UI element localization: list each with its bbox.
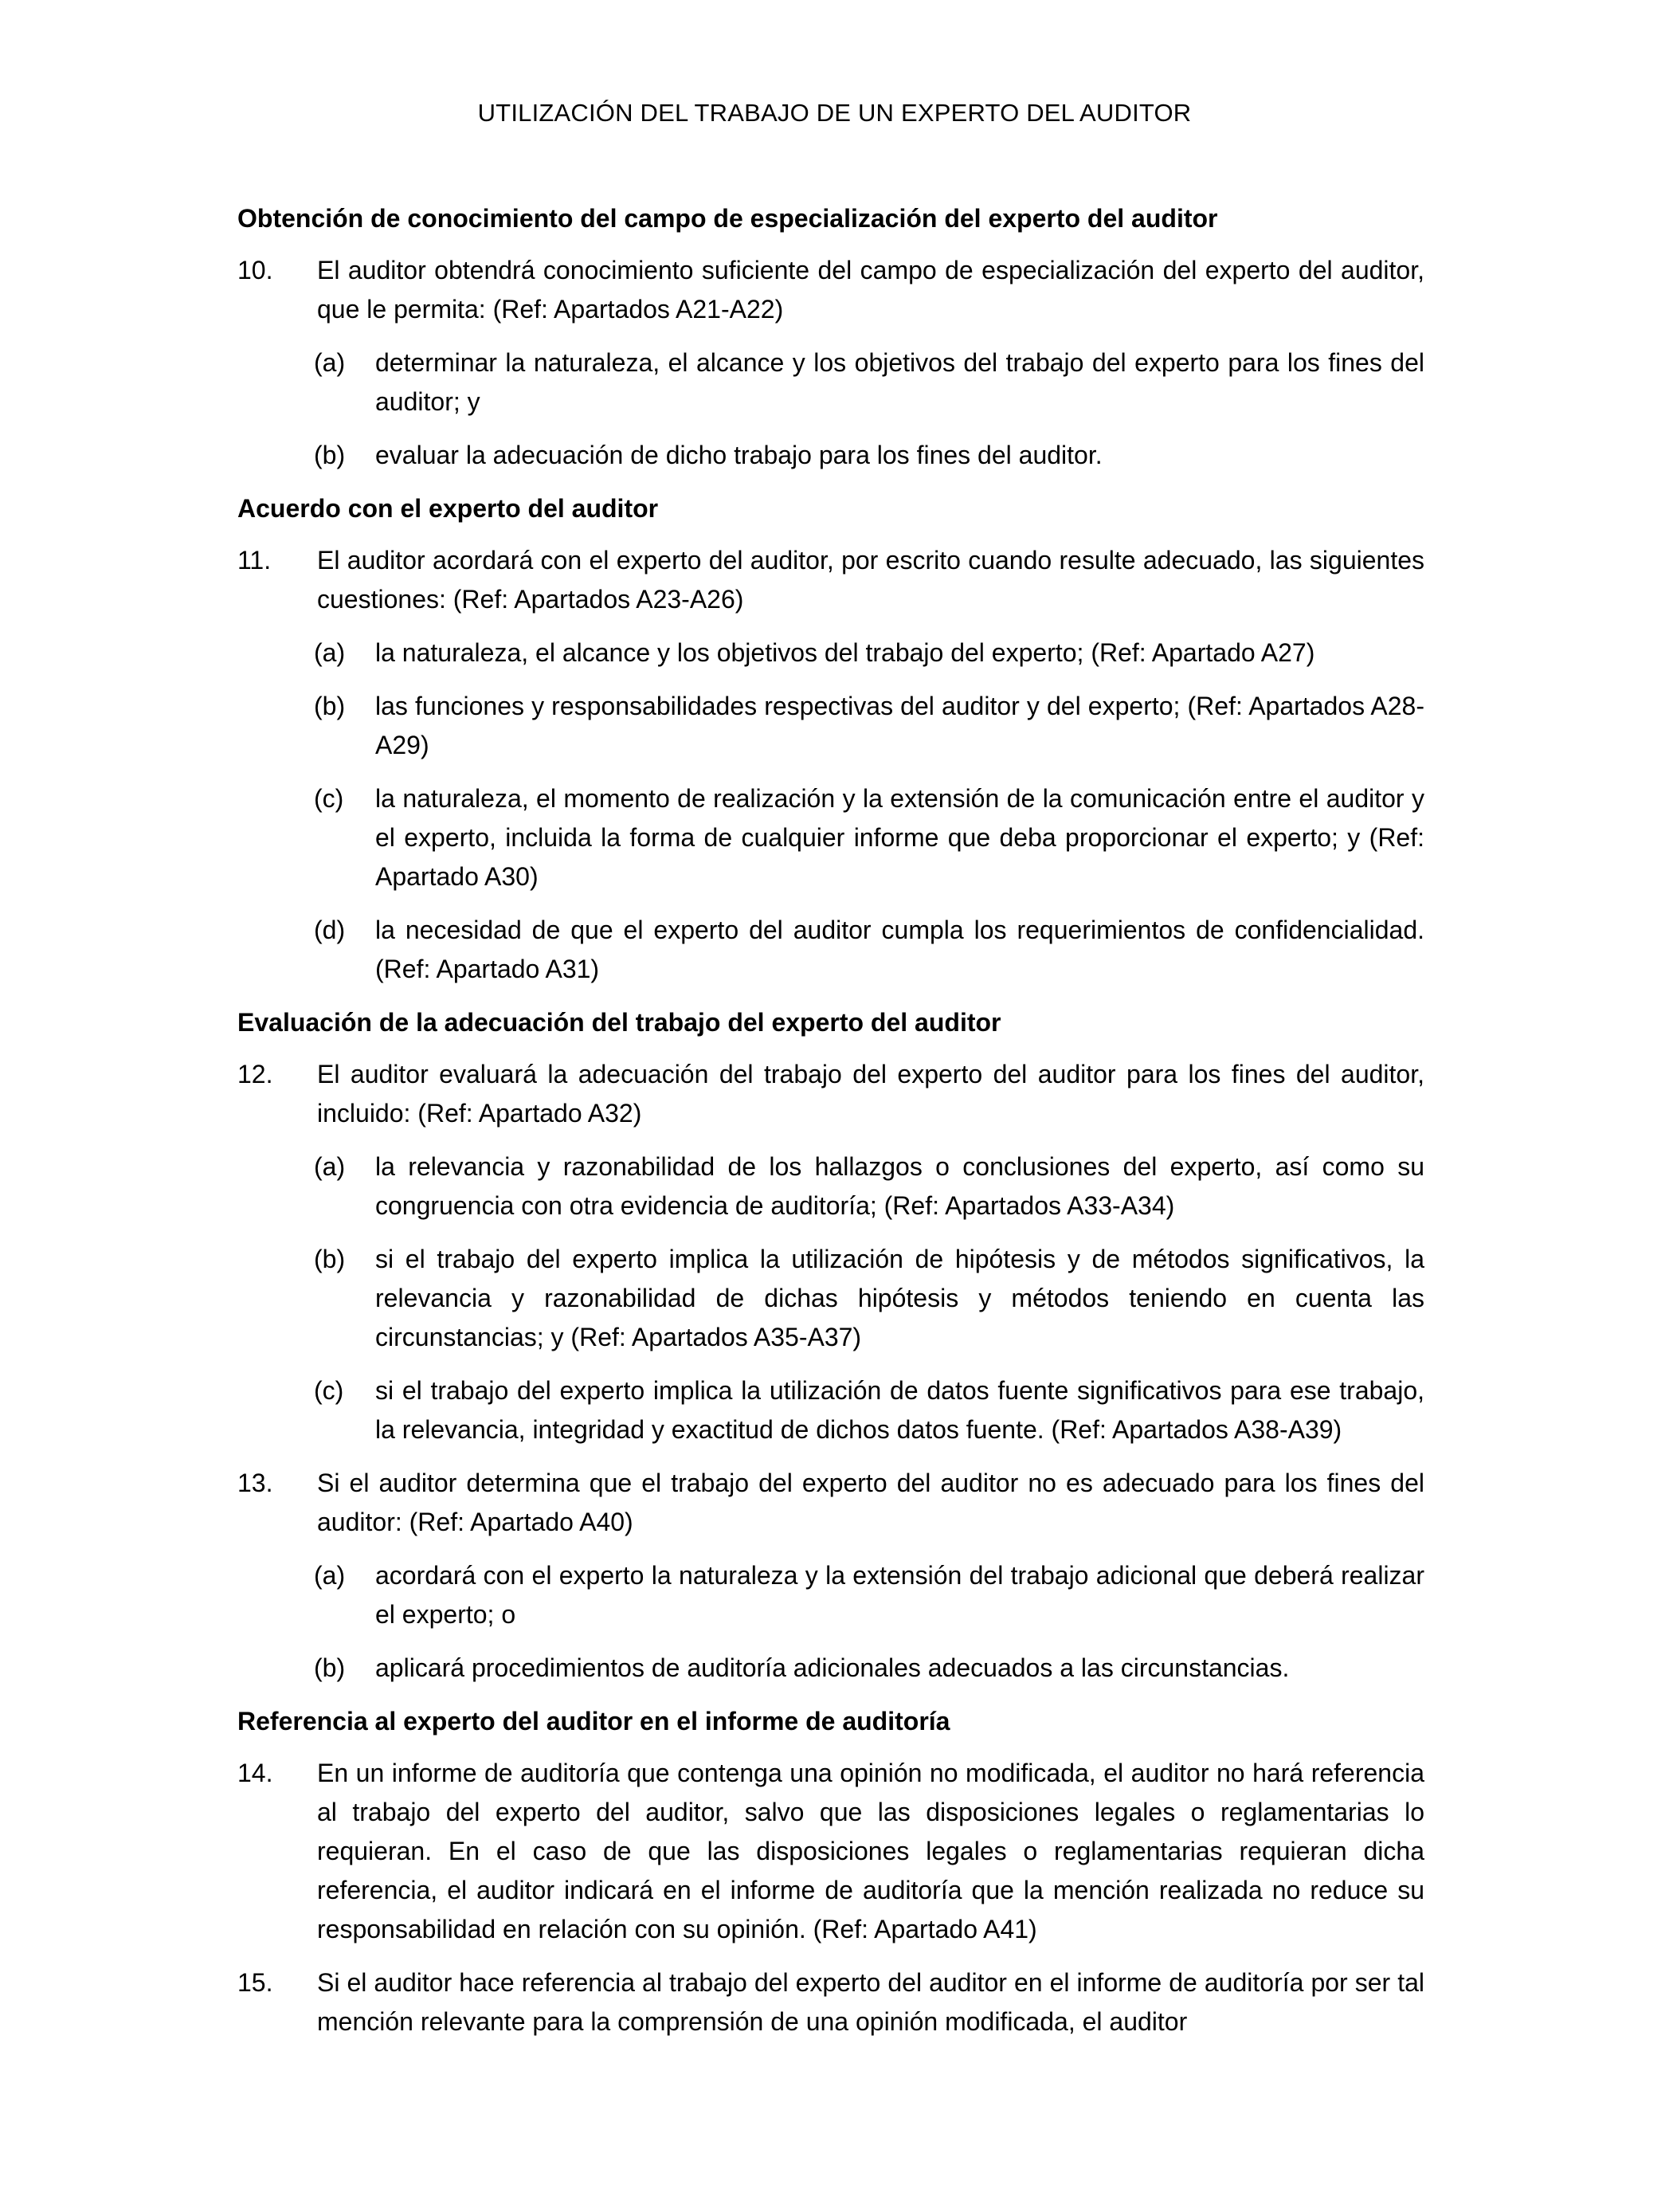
list-item-label: (c) [314, 784, 344, 813]
list-item-text: si el trabajo del experto implica la utilización de hipótesis y de métodos significativos, la relevancia y razonabilidad de dichas hipótesis y métodos teniendo en cuenta las circunstancias; y (Ref: Apartados A35-A37) [375, 1245, 1424, 1351]
list-item [237, 1147, 1424, 1226]
numbered-paragraph [237, 251, 1424, 329]
paragraph-number: 14. [237, 1759, 273, 1787]
list-item-label: (a) [314, 1561, 346, 1590]
paragraph-text: El auditor evaluará la adecuación del trabajo del experto del auditor para los fines del auditor, incluido: (Ref: Apartado A32) [317, 1060, 1424, 1128]
numbered-paragraph [237, 541, 1424, 619]
list-item-label: (b) [314, 1653, 346, 1682]
section-heading: Referencia al experto del auditor en el informe de auditoría [237, 1707, 950, 1735]
list-item-label: (a) [314, 348, 346, 377]
list-item-label: (c) [314, 1376, 344, 1405]
list-item-label: (b) [314, 441, 346, 469]
paragraph-text: Si el auditor hace referencia al trabajo del experto del auditor en el informe de auditoría por ser tal mención relevante para la comprensión de una opinión modificada, el auditor [317, 1968, 1424, 2036]
list-item [237, 911, 1424, 989]
list-item-label: (b) [314, 1245, 346, 1273]
list-item-text: la necesidad de que el experto del auditor cumpla los requerimientos de confidencialidad. (Ref: Apartado A31) [375, 916, 1424, 983]
list-item [237, 779, 1424, 896]
list-item-text: si el trabajo del experto implica la utilización de datos fuente significativos para ese trabajo, la relevancia, integridad y exactitud de dichos datos fuente. (Ref: Apartados A38-A39) [375, 1376, 1424, 1444]
list-item-text: acordará con el experto la naturaleza y la extensión del trabajo adicional que deberá realizar el experto; o [375, 1561, 1424, 1629]
list-item [237, 436, 1424, 475]
paragraph-number: 15. [237, 1968, 273, 1997]
paragraph-text: Si el auditor determina que el trabajo del experto del auditor no es adecuado para los fines del auditor: (Ref: Apartado A40) [317, 1469, 1424, 1536]
paragraph-number: 10. [237, 256, 273, 284]
paragraph-text: El auditor obtendrá conocimiento suficiente del campo de especialización del experto del auditor, que le permita: (Ref: Apartados A21-A22) [317, 256, 1424, 324]
list-item [237, 343, 1424, 422]
section-heading: Evaluación de la adecuación del trabajo del experto del auditor [237, 1008, 1001, 1037]
list-item-text: aplicará procedimientos de auditoría adicionales adecuados a las circunstancias. [375, 1653, 1290, 1682]
list-item-text: la naturaleza, el alcance y los objetivos del trabajo del experto; (Ref: Apartado A27) [375, 638, 1315, 667]
list-item-label: (d) [314, 916, 346, 944]
list-item-label: (a) [314, 638, 346, 667]
paragraph-number: 11. [237, 546, 272, 575]
list-item [237, 1556, 1424, 1634]
paragraph-text: El auditor acordará con el experto del auditor, por escrito cuando resulte adecuado, las siguientes cuestiones: (Ref: Apartados A23-A26) [317, 546, 1424, 614]
paragraph-text: En un informe de auditoría que contenga una opinión no modificada, el auditor no hará referencia al trabajo del experto del auditor, salvo que las disposiciones legales o reglamentarias lo requieran. En el caso de que las disposiciones legales o reglamentarias requieran dicha referencia, el auditor indicará en el informe de auditoría que la mención realizada no reduce su responsabilidad en relación con su opinión. (Ref: Apartado A41) [317, 1759, 1424, 1943]
document-body [237, 199, 1424, 2056]
numbered-paragraph [237, 1055, 1424, 1133]
paragraph-number: 13. [237, 1469, 273, 1497]
list-item-text: las funciones y responsabilidades respectivas del auditor y del experto; (Ref: Apartados A28-A29) [375, 692, 1424, 759]
section-heading: Acuerdo con el experto del auditor [237, 494, 659, 523]
list-item [237, 1649, 1424, 1688]
list-item-label: (a) [314, 1152, 346, 1181]
list-item [237, 1371, 1424, 1449]
numbered-paragraph [237, 1754, 1424, 1949]
list-item-text: la naturaleza, el momento de realización y la extensión de la comunicación entre el auditor y el experto, incluida la forma de cualquier informe que deba proporcionar el experto; y (Ref: Apartado A30) [375, 784, 1424, 891]
numbered-paragraph [237, 1464, 1424, 1542]
list-item [237, 687, 1424, 765]
list-item-text: determinar la naturaleza, el alcance y los objetivos del trabajo del experto para los fines del auditor; y [375, 348, 1424, 416]
list-item [237, 1240, 1424, 1357]
list-item-label: (b) [314, 692, 346, 720]
list-item-text: la relevancia y razonabilidad de los hallazgos o conclusiones del experto, así como su congruencia con otra evidencia de auditoría; (Ref: Apartados A33-A34) [375, 1152, 1424, 1220]
list-item [237, 633, 1424, 673]
paragraph-number: 12. [237, 1060, 273, 1088]
running-header: UTILIZACIÓN DEL TRABAJO DE UN EXPERTO DEL AUDITOR [477, 99, 1192, 127]
section-heading: Obtención de conocimiento del campo de especialización del experto del auditor [237, 204, 1218, 233]
list-item-text: evaluar la adecuación de dicho trabajo para los fines del auditor. [375, 441, 1103, 469]
numbered-paragraph [237, 1963, 1424, 2041]
